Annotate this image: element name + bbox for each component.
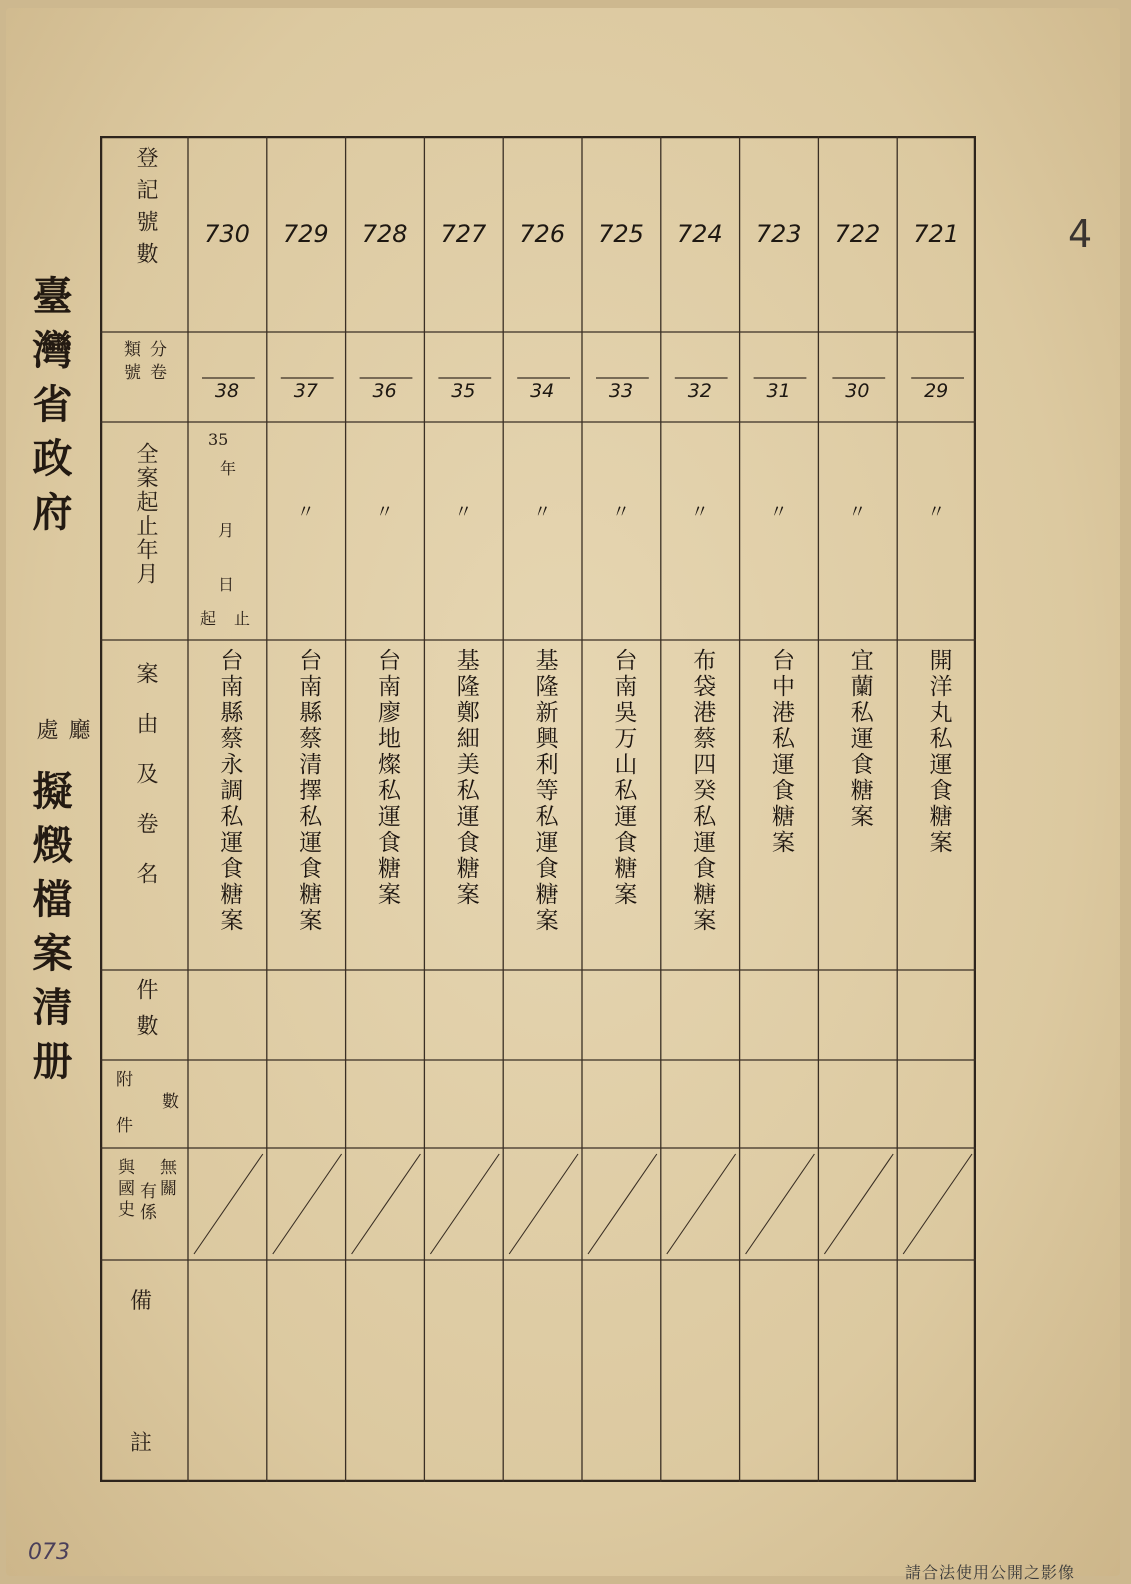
- first-date-end: 止: [234, 609, 251, 628]
- header-attach-a: 附: [112, 1070, 132, 1087]
- case-reason: 台南吳万山私運食糖案: [610, 648, 637, 908]
- case-reason: 台中港私運食糖案: [768, 648, 794, 856]
- header-count: 件數: [133, 978, 158, 1050]
- history-strike: [667, 1154, 736, 1254]
- reg-number: 722: [834, 220, 881, 248]
- case-reason: 台南縣蔡清擇私運食糖案: [295, 648, 322, 934]
- first-date-year: 年: [220, 459, 237, 478]
- date-ditto: 〃: [769, 502, 788, 523]
- case-reason: 開洋丸私運食糖案: [925, 648, 952, 856]
- case-reason: 宜蘭私運食糖案: [846, 648, 873, 830]
- date-ditto: 〃: [612, 502, 630, 523]
- volume-number: 29: [924, 380, 949, 402]
- header-remarks-1: 備: [130, 1289, 153, 1314]
- date-ditto: 〃: [848, 502, 867, 523]
- case-reason: 台南縣蔡永調私運食糖案: [216, 648, 243, 934]
- first-date-year-num: 35: [208, 430, 229, 449]
- volume-number: 33: [608, 380, 634, 402]
- folio-number: 073: [28, 1540, 70, 1565]
- page-mark: 4: [1068, 212, 1093, 256]
- history-strike: [509, 1154, 578, 1254]
- header-reg-no: 登記號數: [133, 146, 158, 274]
- history-strike: [352, 1154, 421, 1254]
- volume-number: 32: [687, 380, 712, 402]
- volume-number: 37: [293, 380, 318, 402]
- case-reason: 基隆鄭細美私運食糖案: [452, 648, 479, 908]
- case-reason: 布袋港蔡四癸私運食糖案: [689, 648, 716, 934]
- header-attach-b: 件: [112, 1116, 132, 1133]
- volume-number: 35: [451, 380, 476, 402]
- header-vol-cls-b: 類號: [120, 340, 140, 386]
- first-date-start: 起: [200, 609, 217, 628]
- date-ditto: 〃: [927, 502, 946, 523]
- header-reason: 案由及卷名: [133, 662, 158, 912]
- register-title: 擬燬檔案清册: [26, 770, 73, 1094]
- reg-number: 729: [282, 220, 329, 248]
- reg-number: 727: [440, 220, 487, 248]
- reg-number: 723: [755, 220, 802, 248]
- reg-number: 730: [204, 220, 250, 248]
- volume-number: 30: [845, 380, 870, 402]
- volume-number: 36: [372, 380, 397, 402]
- first-date-day: 日: [218, 575, 235, 594]
- case-reason: 台南廖地燦私運食糖案: [374, 648, 400, 908]
- history-strike: [273, 1154, 342, 1254]
- history-strike: [824, 1154, 893, 1254]
- header-vol-cls-a: 分卷: [146, 340, 166, 386]
- case-reason: 基隆新興利等私運食糖案: [531, 648, 558, 934]
- history-strike: [746, 1154, 815, 1254]
- history-strike: [903, 1154, 972, 1254]
- header-history-3: 與國史: [114, 1158, 134, 1221]
- header-history-1: 無關: [156, 1158, 176, 1200]
- date-ditto: 〃: [533, 502, 552, 523]
- reg-number: 721: [913, 220, 960, 248]
- volume-number: 38: [214, 380, 240, 402]
- reg-number: 724: [676, 220, 723, 248]
- volume-number: 31: [766, 380, 791, 402]
- history-strike: [194, 1154, 263, 1254]
- header-date-range: 全案起止年月: [133, 442, 158, 586]
- header-history-2: 有係: [136, 1182, 156, 1224]
- office-title: 臺灣省政府: [26, 275, 73, 545]
- date-ditto: 〃: [454, 502, 473, 523]
- date-ditto: 〃: [296, 502, 315, 523]
- usage-stamp: 請合法使用公開之影像: [905, 1563, 1076, 1582]
- records-table: [100, 136, 976, 1482]
- office-dept-chu: 處: [33, 718, 58, 740]
- date-ditto: 〃: [375, 502, 394, 523]
- reg-number: 725: [598, 220, 644, 248]
- history-strike: [588, 1154, 657, 1254]
- office-dept-ting: 廳: [65, 718, 90, 740]
- date-ditto: 〃: [690, 502, 709, 523]
- header-remarks-2: 註: [130, 1431, 153, 1456]
- header-attach-c: 數: [158, 1092, 178, 1109]
- reg-number: 726: [519, 220, 566, 248]
- first-date-month: 月: [218, 521, 235, 540]
- reg-number: 728: [361, 220, 408, 248]
- volume-number: 34: [530, 380, 555, 402]
- history-strike: [430, 1154, 499, 1254]
